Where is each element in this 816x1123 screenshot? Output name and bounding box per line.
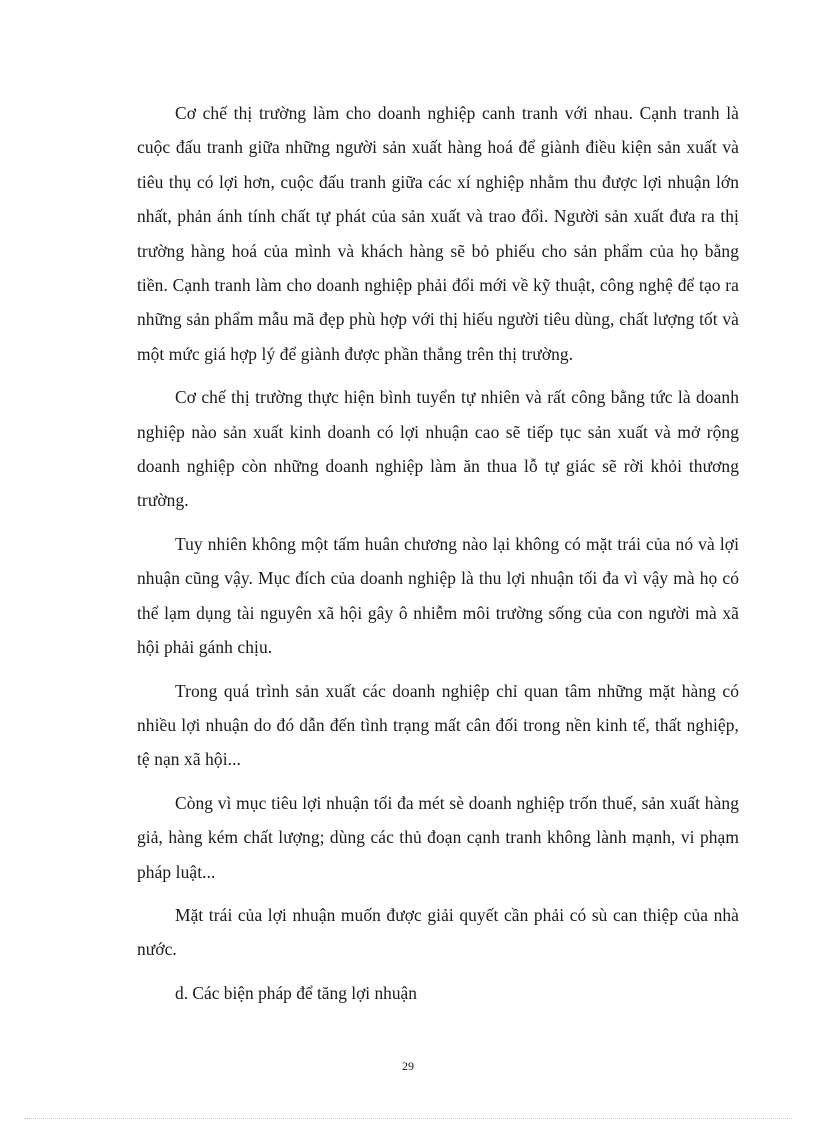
section-heading: d. Các biện pháp để tăng lợi nhuận <box>175 982 417 1003</box>
page-edge-divider <box>24 1118 792 1119</box>
document-body <box>137 96 739 1010</box>
paragraph-tax-evasion: Còng vì mục tiêu lợi nhuận tối đa mét sè doanh nghiệp trốn thuế, sản xuất hàng giả, hàng kém chất lượng; dùng các thủ đoạn cạnh tranh không lành mạnh, vi phạm pháp luật... <box>137 792 739 882</box>
paragraph-state-intervention: Mặt trái của lợi nhuận muốn được giải quyết cần phải có sù can thiệp của nhà nước. <box>137 904 739 960</box>
paragraph-imbalance: Trong quá trình sản xuất các doanh nghiệp chỉ quan tâm những mặt hàng có nhiều lợi nhuận do đó dẫn đến tình trạng mất cân đối trong nền kinh tế, thất nghiệp, tệ nạn xã hội... <box>137 680 739 770</box>
paragraph-natural-selection: Cơ chế thị trường thực hiện bình tuyển tự nhiên và rất công bằng tức là doanh nghiệp nào sản xuất kinh doanh có lợi nhuận cao sẽ tiếp tục sản xuất và mở rộng doanh nghiệp còn những doanh nghiệp làm ăn thua lỗ tự giác sẽ rời khỏi thương trường. <box>137 387 739 511</box>
page-number: 29 <box>402 1059 414 1073</box>
paragraph-downside-of-profit: Tuy nhiên không một tấm huân chương nào lại không có mặt trái của nó và lợi nhuận cũng vậy. Mục đích của doanh nghiệp là thu lợi nhuận tối đa vì vậy mà họ có thể lạm dụng tài nguyên xã hội gây ô nhiễm môi trường sống của con người mà xã hội phải gánh chịu. <box>137 533 739 658</box>
paragraph-market-competition: Cơ chế thị trường làm cho doanh nghiệp canh tranh với nhau. Cạnh tranh là cuộc đấu tranh giữa những người sản xuất hàng hoá để giành điều kiện sản xuất và tiêu thụ có lợi hơn, cuộc đấu tranh giữa các xí nghiệp nhằm thu được lợi nhuận lớn nhất, phản ánh tính chất tự phát của sản xuất và trao đổi. Người sản xuất đưa ra thị trường hàng hoá của mình và khách hàng sẽ bỏ phiếu cho sản phẩm của họ bằng tiền. Cạnh tranh làm cho doanh nghiệp phải đổi mới về kỹ thuật, công nghệ để tạo ra những sản phẩm mẫu mã đẹp phù hợp với thị hiếu người tiêu dùng, chất lượng tốt và một mức giá hợp lý để giành được phần thắng trên thị trường. <box>137 103 739 364</box>
